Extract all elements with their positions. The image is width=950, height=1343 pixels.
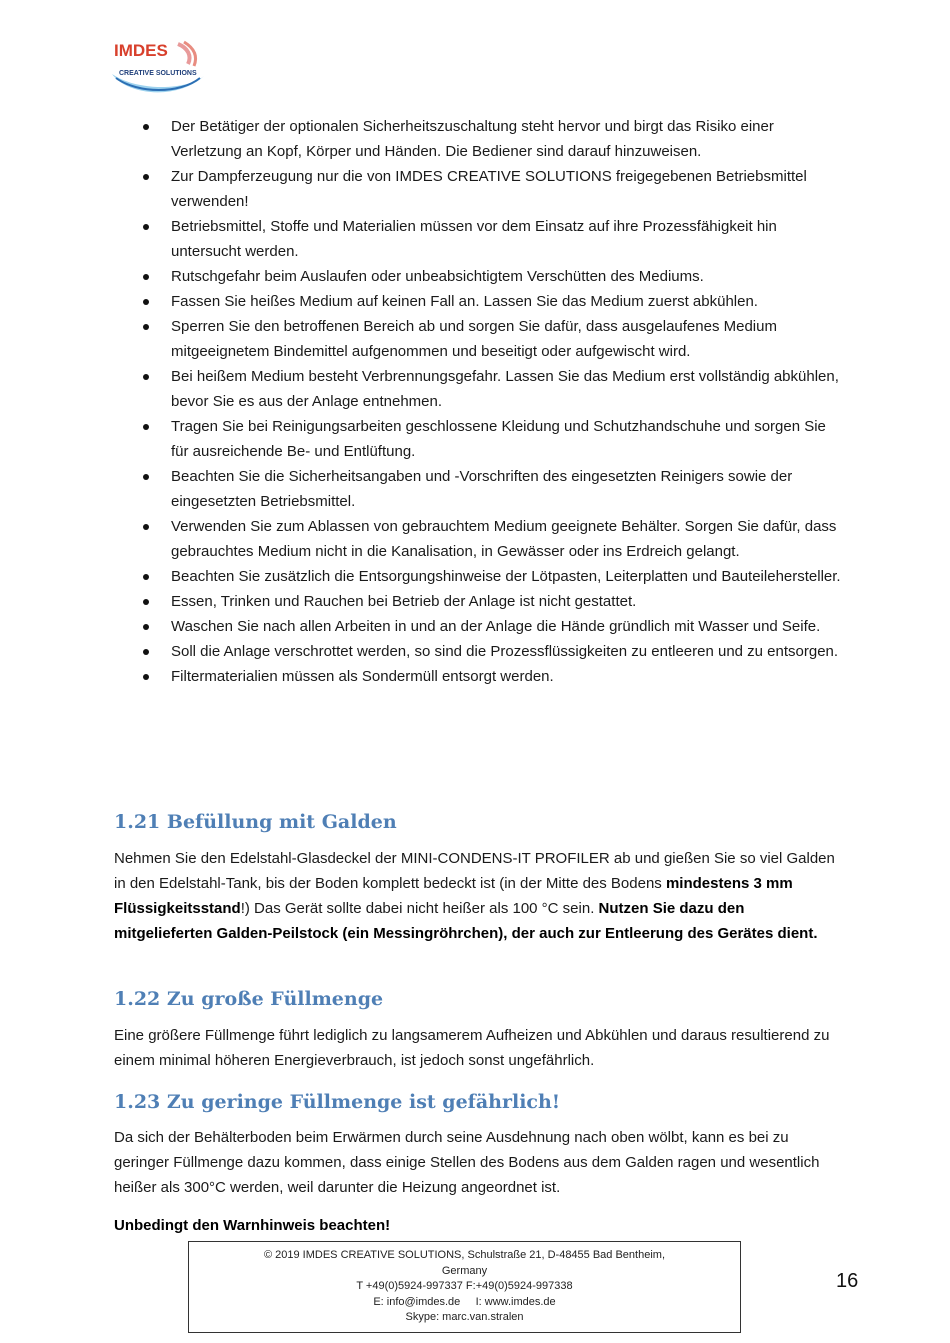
footer-address-line: © 2019 IMDES CREATIVE SOLUTIONS, Schulstraße 21, D-48455 Bad Bentheim,: [263, 1249, 665, 1261]
section-heading-1-21: 1.21 Befüllung mit Galden: [114, 811, 397, 833]
section-paragraph-1-22: Eine größere Füllmenge führt lediglich zu langsamerem Aufheizen und Abkühlen und daraus resultierend zu einem minimal höheren Energieverbrauch, ist jedoch sonst ungefährlich.: [114, 1027, 830, 1069]
section-paragraph-1-23: Da sich der Behälterboden beim Erwärmen durch seine Ausdehnung nach oben wölbt, kann es bei zu geringer Füllmenge dazu kommen, dass einige Stellen des Bodens aus dem Galden ragen und wesentlich heißer als 300°C werden, weil darunter die Heizung angeordnet ist.: [114, 1129, 820, 1196]
footer-contact-line: E: info@imdes.de I: www.imdes.de: [373, 1295, 556, 1308]
footer-country-line: Germany: [441, 1264, 488, 1277]
list-item: Waschen Sie nach allen Arbeiten in und an der Anlage die Hände gründlich mit Wasser und Seife.: [114, 614, 844, 639]
page-footer: [188, 1241, 741, 1333]
section-heading-1-22: 1.22 Zu große Füllmenge: [114, 988, 384, 1010]
logo-graphic: [108, 38, 212, 98]
warning-note: Unbedingt den Warnhinweis beachten!: [114, 1217, 391, 1234]
footer-phone-line: T +49(0)5924-997337 F:+49(0)5924-997338: [356, 1280, 573, 1292]
safety-bullet-list: [114, 114, 844, 689]
logo-name: IMDES: [114, 41, 168, 60]
emphasis-text: mindestens 3 mm Flüssigkeitsstand: [114, 875, 793, 917]
list-item: Beachten Sie die Sicherheitsangaben und -Vorschriften des eingesetzten Reinigers sowie der eingesetzten Betriebsmittel.: [114, 464, 844, 514]
list-item: Rutschgefahr beim Auslaufen oder unbeabsichtigtem Verschütten des Mediums.: [114, 264, 844, 289]
footer-skype-line: Skype: marc.van.stralen: [405, 1311, 524, 1323]
list-item: Sperren Sie den betroffenen Bereich ab und sorgen Sie dafür, dass ausgelaufenes Medium mitgeeignetem Bindemittel aufgenommen und beseitigt oder aufgewischt wird.: [114, 314, 844, 364]
list-item: Fassen Sie heißes Medium auf keinen Fall an. Lassen Sie das Medium zuerst abkühlen.: [114, 289, 844, 314]
list-item: Essen, Trinken und Rauchen bei Betrieb der Anlage ist nicht gestattet.: [114, 589, 844, 614]
list-item: Verwenden Sie zum Ablassen von gebrauchtem Medium geeignete Behälter. Sorgen Sie dafür, dass gebrauchtes Medium nicht in die Kanalisation, in Gewässer oder ins Erdreich gelangt.: [114, 514, 844, 564]
list-item: Filtermaterialien müssen als Sondermüll entsorgt werden.: [114, 664, 844, 689]
logo-tagline: CREATIVE SOLUTIONS: [119, 70, 197, 77]
list-item: Betriebsmittel, Stoffe und Materialien müssen vor dem Einsatz auf ihre Prozessfähigkeit hin untersucht werden.: [114, 214, 844, 264]
page-number: 16: [836, 1270, 859, 1292]
list-item: Beachten Sie zusätzlich die Entsorgungshinweise der Lötpasten, Leiterplatten und Bauteilehersteller.: [114, 564, 844, 589]
paragraph-text: Nehmen Sie den Edelstahl-Glasdeckel der MINI-CONDENS-IT PROFILER ab und gießen Sie so viel Galden in den Edelstahl-Tank, bis der Boden komplett bedeckt ist (in der Mitte des Bodens: [114, 850, 835, 892]
list-item: Tragen Sie bei Reinigungsarbeiten geschlossene Kleidung und Schutzhandschuhe und sorgen Sie für ausreichende Be- und Entlüftung.: [114, 414, 844, 464]
section-heading-1-23: 1.23 Zu geringe Füllmenge ist gefährlich!: [114, 1091, 561, 1113]
paragraph-text: !) Das Gerät sollte dabei nicht heißer als 100 °C sein.: [240, 900, 599, 917]
emphasis-text: Nutzen Sie dazu den mitgelieferten Galden-Peilstock (ein Messingröhrchen), der auch zur Entleerung des Gerätes dient.: [114, 900, 818, 942]
section-paragraph-1-21: [114, 846, 844, 946]
list-item: Soll die Anlage verschrottet werden, so sind die Prozessflüssigkeiten zu entleeren und zu entsorgen.: [114, 639, 844, 664]
list-item: Bei heißem Medium besteht Verbrennungsgefahr. Lassen Sie das Medium erst vollständig abkühlen, bevor Sie es aus der Anlage entnehmen.: [114, 364, 844, 414]
list-item: Zur Dampferzeugung nur die von IMDES CREATIVE SOLUTIONS freigegebenen Betriebsmittel verwenden!: [114, 164, 844, 214]
list-item: Der Betätiger der optionalen Sicherheitszuschaltung steht hervor und birgt das Risiko einer Verletzung an Kopf, Körper und Händen. Die Bediener sind darauf hinzuweisen.: [114, 114, 844, 164]
company-logo: [108, 38, 212, 98]
